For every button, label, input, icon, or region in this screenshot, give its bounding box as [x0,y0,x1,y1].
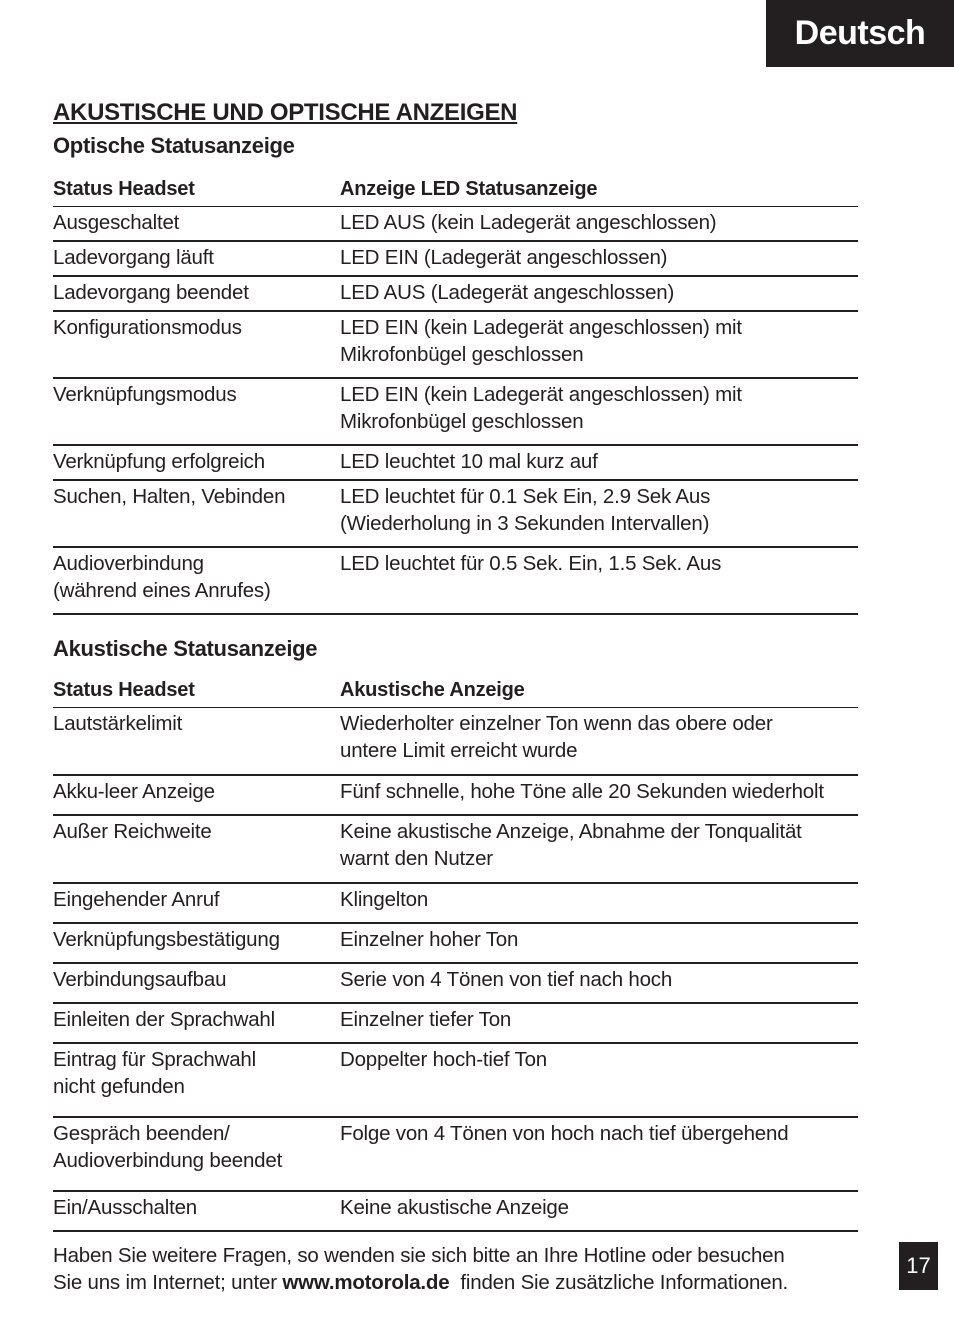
table-header-row [53,172,858,207]
indicator-cell: Wiederholter einzelner Ton wenn das obere oder untere Limit erreicht wurde [340,708,858,775]
page-number: 17 [899,1242,938,1290]
table-row [53,775,858,815]
status-cell: Ein/Ausschalten [53,1191,340,1231]
status-cell: Ladevorgang läuft [53,241,340,276]
table-row [53,480,858,547]
column-header-indicator: Anzeige LED Statusanzeige [340,172,858,207]
table-row [53,276,858,311]
indicator-cell: Doppelter hoch-tief Ton [340,1043,858,1117]
indicator-cell: LED EIN (Ladegerät angeschlossen) [340,241,858,276]
table-row [53,923,858,963]
status-cell: Verknüpfungsmodus [53,378,340,445]
status-cell: Lautstärkelimit [53,708,340,775]
status-cell: Eingehender Anruf [53,883,340,923]
column-header-indicator: Akustische Anzeige [340,673,858,708]
optical-section-title: Optische Statusanzeige [53,133,295,158]
indicator-cell: LED leuchtet für 0.5 Sek. Ein, 1.5 Sek. Aus [340,547,858,614]
table-row [53,547,858,614]
table-row [53,815,858,883]
language-tab: Deutsch [766,0,954,67]
indicator-cell: Serie von 4 Tönen von tief nach hoch [340,963,858,1003]
indicator-cell: LED AUS (kein Ladegerät angeschlossen) [340,207,858,242]
status-cell: Verbindungsaufbau [53,963,340,1003]
status-cell: Außer Reichweite [53,815,340,883]
status-cell: Verknüpfung erfolgreich [53,445,340,480]
indicator-cell: LED EIN (kein Ladegerät angeschlossen) mit Mikrofonbügel geschlossen [340,311,858,378]
column-header-status: Status Headset [53,673,340,708]
indicator-cell: Klingelton [340,883,858,923]
indicator-cell: LED leuchtet für 0.1 Sek Ein, 2.9 Sek Aus (Wiederholung in 3 Sekunden Intervallen) [340,480,858,547]
status-cell: Einleiten der Sprachwahl [53,1003,340,1043]
indicator-cell: Keine akustische Anzeige [340,1191,858,1231]
table-row [53,883,858,923]
status-cell: Gespräch beenden/ Audioverbindung beendet [53,1117,340,1191]
table-row [53,1003,858,1043]
table-row [53,1191,858,1231]
acoustic-section-title: Akustische Statusanzeige [53,636,318,661]
table-row [53,963,858,1003]
status-cell: Ladevorgang beendet [53,276,340,311]
status-cell: Akku-leer Anzeige [53,775,340,815]
indicator-cell: LED AUS (Ladegerät angeschlossen) [340,276,858,311]
table-header-row [53,673,858,708]
indicator-cell: LED leuchtet 10 mal kurz auf [340,445,858,480]
indicator-cell: Einzelner tiefer Ton [340,1003,858,1043]
table-row [53,445,858,480]
status-cell: Konfigurationsmodus [53,311,340,378]
indicator-cell: Fünf schnelle, hohe Töne alle 20 Sekunden wiederholt [340,775,858,815]
footer-note [53,1242,873,1296]
table-row [53,1043,858,1117]
status-cell: Ausgeschaltet [53,207,340,242]
table-row [53,378,858,445]
indicator-cell: Keine akustische Anzeige, Abnahme der Tonqualität warnt den Nutzer [340,815,858,883]
column-header-status: Status Headset [53,172,340,207]
main-title: AKUSTISCHE UND OPTISCHE ANZEIGEN [53,99,518,126]
footer-text-end: finden Sie zusätzliche Informationen. [449,1271,789,1294]
table-row [53,207,858,242]
website-link[interactable]: www.motorola.de [282,1271,450,1294]
optical-status-table [53,172,858,615]
table-row [53,311,858,378]
acoustic-status-table [53,673,858,1232]
table-row [53,708,858,775]
indicator-cell: Einzelner hoher Ton [340,923,858,963]
footer-text: Haben Sie weitere Fragen, so wenden sie sich bitte an Ihre Hotline oder besuchen Sie uns im Internet; unter [53,1244,785,1294]
table-row [53,241,858,276]
status-cell: Verknüpfungsbestätigung [53,923,340,963]
status-cell: Eintrag für Sprachwahl nicht gefunden [53,1043,340,1117]
status-cell: Audioverbindung (während eines Anrufes) [53,547,340,614]
indicator-cell: LED EIN (kein Ladegerät angeschlossen) mit Mikrofonbügel geschlossen [340,378,858,445]
table-row [53,1117,858,1191]
indicator-cell: Folge von 4 Tönen von hoch nach tief übergehend [340,1117,858,1191]
status-cell: Suchen, Halten, Vebinden [53,480,340,547]
